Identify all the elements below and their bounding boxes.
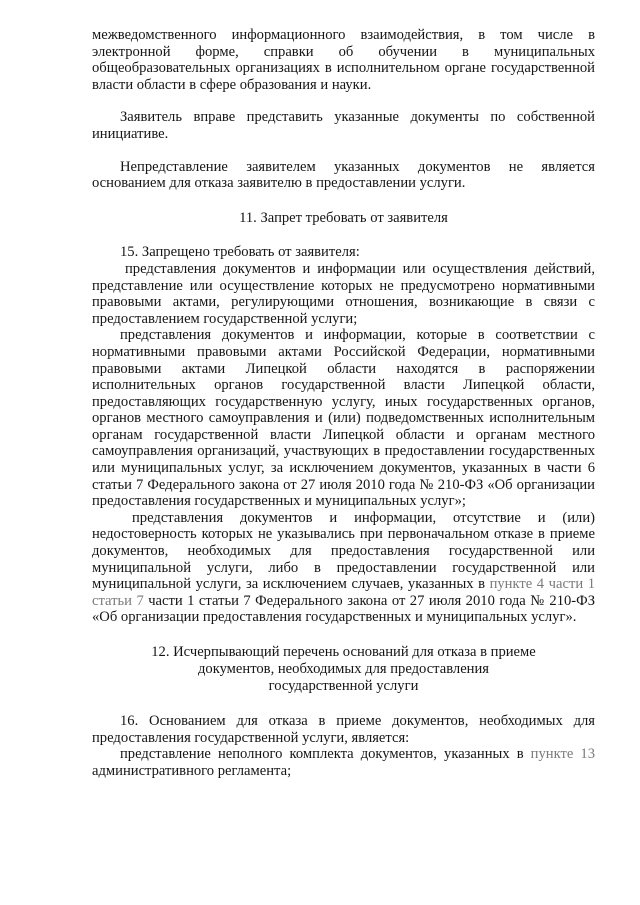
paragraph-16-item-1 <box>92 746 595 779</box>
point-13-link[interactable]: пункте 13 <box>530 746 596 763</box>
paragraph-15: 15. Запрещено требовать от заявителя: <box>120 244 360 261</box>
paragraph-applicant-right: Заявитель вправе представить указанные документы по собственной инициативе. <box>92 109 595 142</box>
paragraph-15-item-3 <box>92 510 595 626</box>
section-heading-11: 11. Запрет требовать от заявителя <box>239 209 448 226</box>
paragraph-continuation: межведомственного информационного взаимодействия, в том числе в электронной форме, справки об обучении в муниципальных общеобразовательных организациях в исполнительном органе государственной власти области в сфере образования и науки. <box>92 27 595 93</box>
paragraph-non-submission: Непредставление заявителем указанных документов не является основанием для отказа заявителю в предоставлении услуги. <box>92 158 595 192</box>
paragraph-16-item-1-text-end: административного регламента; <box>92 762 292 779</box>
section-heading-12-line-1: 12. Исчерпывающий перечень оснований для отказа в приеме <box>151 644 536 660</box>
paragraph-15-item-2: представления документов и информации, которые в соответствии с нормативными правовыми актами Российской Федерации, нормативными правовыми актами Липецкой области находятся в распоряжении исполнительных органов государственной власти Липецкой области, предоставляющих государственную услугу, иных государственных органов, органов местного самоуправления и (или) подведомственных исполнительным органам государственной власти Липецкой области и органам местного самоуправления организаций, участвующих в предоставлении государственных или муниципальных услуг, за исключением документов, указанных в части 6 статьи 7 Федерального закона от 27 июля 2010 года № 210-ФЗ «Об организации предоставления государственных и муниципальных услуг»; <box>92 327 595 510</box>
paragraph-15-item-1: представления документов и информации или осуществления действий, представление или осуществление которых не предусмотрено нормативными правовыми актами, регулирующими отношения, возникающие в связи с предоставлением государственной услуги; <box>92 260 595 327</box>
paragraph-16-item-1-text: представление неполного комплекта документов, указанных в <box>120 746 531 763</box>
section-heading-12-line-2: документов, необходимых для предоставления <box>197 661 490 677</box>
paragraph-15-item-3-text: представления документов и информации, отсутствие и (или) недостоверность которых не указывались при первоначальном отказе в приеме документов, необходимых для предоставления государственной или муниципальной услуги, либо в предоставлении государственной или муниципальной услуги, за исключением случаев, указанных в <box>92 509 595 593</box>
paragraph-16: 16. Основанием для отказа в приеме документов, необходимых для предоставления государственной услуги, является: <box>92 713 595 746</box>
section-heading-12 <box>92 644 595 695</box>
law-reference-link[interactable]: пункте 4 части 1 статьи 7 <box>92 576 595 609</box>
section-heading-12-line-3: государственной услуги <box>268 678 419 694</box>
paragraph-15-item-3-text-end: части 1 статьи 7 Федерального закона от 27 июля 2010 года № 210-ФЗ «Об организации предоставления государственных и муниципальных услуг». <box>92 592 596 626</box>
